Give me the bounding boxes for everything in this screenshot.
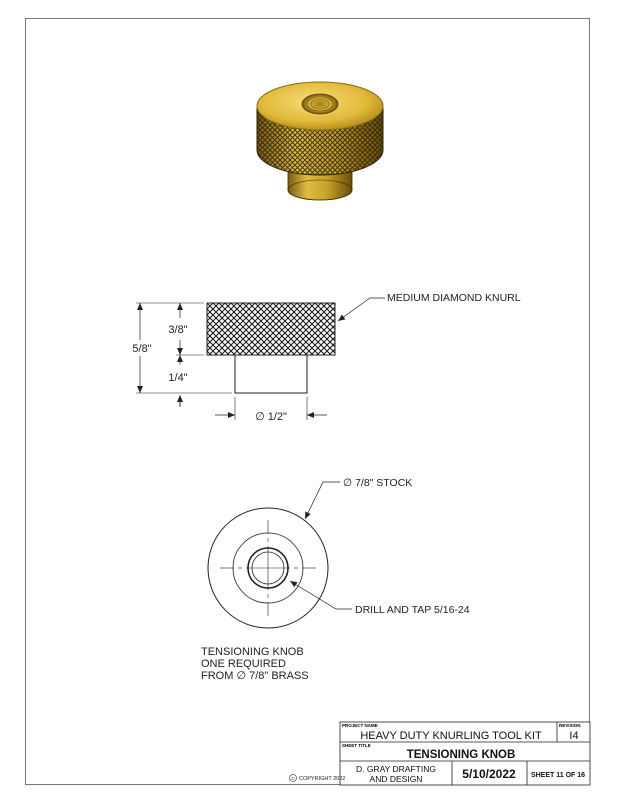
revision-label: REVISION <box>559 723 581 728</box>
project-name: HEAVY DUTY KNURLING TOOL KIT <box>360 730 542 742</box>
dim-hub-diameter: ∅ 1/2" <box>255 411 287 423</box>
copyright-notice <box>290 775 346 783</box>
sheet-number: SHEET 11 OF 16 <box>530 772 586 779</box>
sheet-title: TENSIONING KNOB <box>406 749 516 761</box>
dim-total-height: 5/8" <box>132 343 152 355</box>
top-view <box>208 477 470 628</box>
knurl-pattern <box>207 303 335 355</box>
dim-knurl-height: 3/8" <box>168 324 188 336</box>
stock-callout: ∅ 7/8" STOCK <box>343 477 413 489</box>
copyright-text: COPYRIGHT 2022 <box>299 776 346 782</box>
note-line-3: FROM ∅ 7/8" BRASS <box>201 670 309 682</box>
drawing-notes <box>201 646 309 682</box>
note-line-1: TENSIONING KNOB <box>201 646 304 658</box>
project-name-label: PROJECT NAME <box>342 723 378 728</box>
hub-outline <box>235 355 307 393</box>
sheet-title-label: SHEET TITLE <box>342 743 371 748</box>
drafter-line-2: AND DESIGN <box>369 774 423 784</box>
drafter-line-1: D. GRAY DRAFTING <box>356 764 436 774</box>
side-view <box>132 292 520 423</box>
knob-isometric-render <box>257 82 383 200</box>
revision-value: I4 <box>569 730 579 742</box>
drawing-date: 5/10/2022 <box>462 767 516 781</box>
knurl-callout: MEDIUM DIAMOND KNURL <box>387 292 521 304</box>
dim-hub-height: 1/4" <box>168 372 188 384</box>
note-line-2: ONE REQUIRED <box>201 658 286 670</box>
copyright-symbol: C <box>291 776 295 781</box>
drill-callout: DRILL AND TAP 5/16-24 <box>355 604 470 616</box>
title-block <box>340 722 590 785</box>
